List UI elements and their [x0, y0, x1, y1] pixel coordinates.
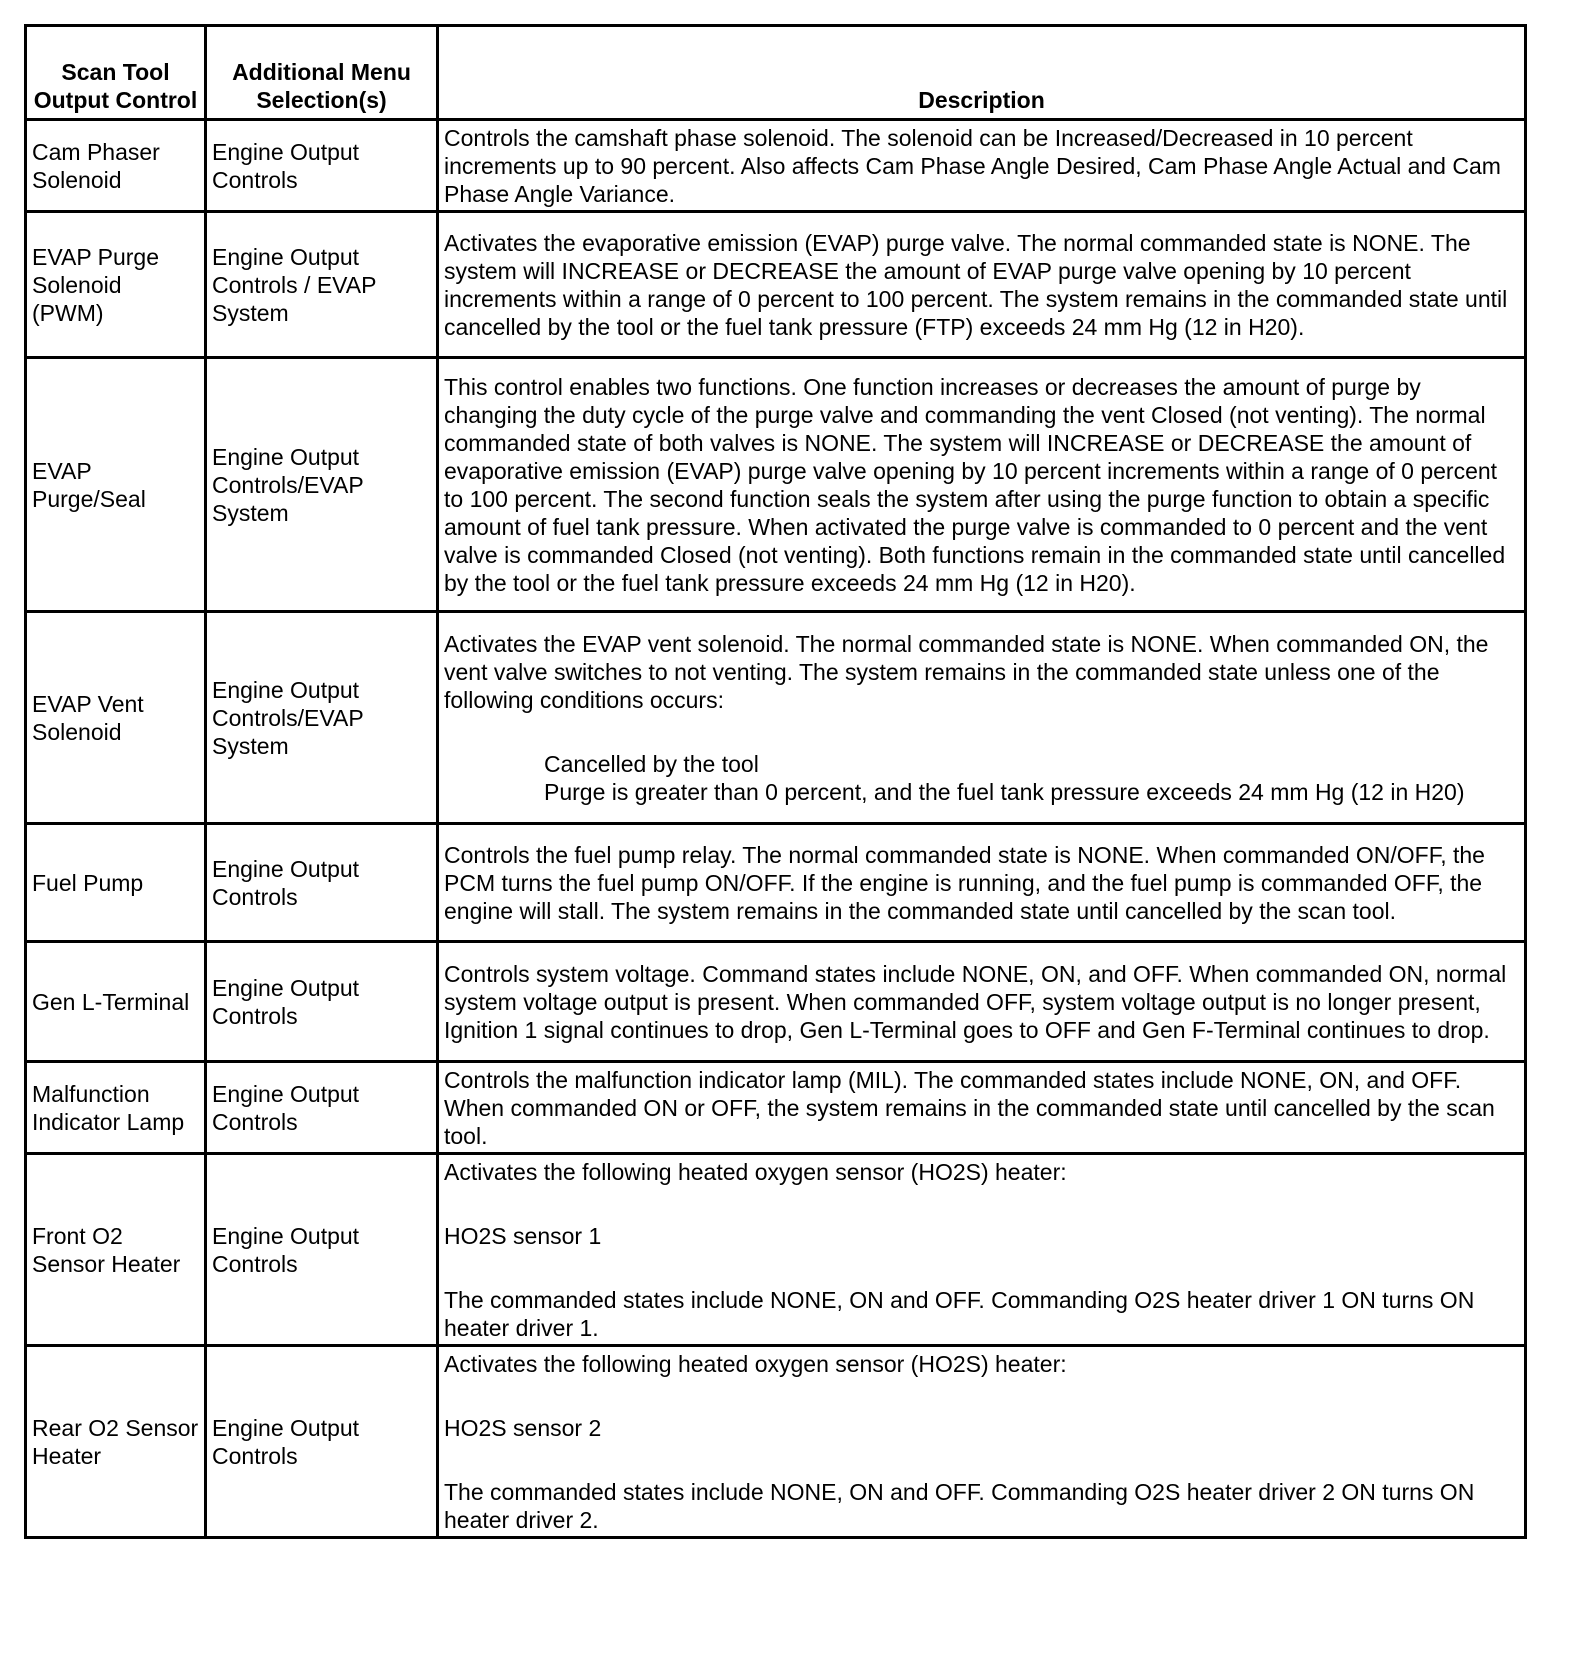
- table-row: [26, 212, 1526, 358]
- row-control: Cam Phaser Solenoid: [26, 120, 206, 212]
- header-description: Description: [438, 26, 1526, 120]
- table-header-row: [26, 26, 1526, 120]
- table-row: [26, 1062, 1526, 1154]
- sensor-label: HO2S sensor 1: [444, 1222, 602, 1249]
- row-menu: Engine Output Controls: [206, 824, 438, 942]
- description-paragraph: Controls the malfunction indicator lamp (MIL). The commanded states include NONE, ON, and OFF. When commanded ON or OFF, the system remains in the commanded state until cancelled by the scan tool.: [444, 1066, 1495, 1149]
- row-control: EVAP Purge Solenoid (PWM): [26, 212, 206, 358]
- sensor-label: HO2S sensor 2: [444, 1414, 602, 1441]
- paragraph-spacer: [444, 1250, 1519, 1286]
- row-description: [438, 120, 1526, 212]
- row-description: [438, 824, 1526, 942]
- paragraph-spacer: [444, 1442, 1519, 1478]
- description-paragraph: Activates the following heated oxygen sensor (HO2S) heater:: [444, 1158, 1067, 1185]
- description-paragraph: Activates the following heated oxygen sensor (HO2S) heater:: [444, 1350, 1067, 1377]
- table-row: [26, 824, 1526, 942]
- output-controls-table: [24, 24, 1527, 1539]
- row-menu: Engine Output Controls: [206, 120, 438, 212]
- table-row: [26, 120, 1526, 212]
- description-paragraph: The commanded states include NONE, ON and OFF. Commanding O2S heater driver 2 ON turns ON heater driver 2.: [444, 1478, 1475, 1533]
- row-control: Rear O2 Sensor Heater: [26, 1346, 206, 1538]
- description-paragraph: The commanded states include NONE, ON and OFF. Commanding O2S heater driver 1 ON turns ON heater driver 1.: [444, 1286, 1475, 1341]
- row-menu: Engine Output Controls: [206, 942, 438, 1062]
- row-description: [438, 1154, 1526, 1346]
- condition-item: Cancelled by the tool: [544, 750, 759, 777]
- paragraph-spacer: [444, 1378, 1519, 1414]
- table-row: [26, 1346, 1526, 1538]
- paragraph-spacer: [444, 1186, 1519, 1222]
- row-menu: Engine Output Controls/EVAP System: [206, 358, 438, 612]
- row-control: Malfunction Indicator Lamp: [26, 1062, 206, 1154]
- row-control: Fuel Pump: [26, 824, 206, 942]
- description-paragraph: Activates the EVAP vent solenoid. The normal commanded state is NONE. When commanded ON, the vent valve switches to not venting. The system remains in the commanded state unless one of the following conditions occurs:: [444, 630, 1489, 713]
- row-description: [438, 942, 1526, 1062]
- description-paragraph: This control enables two functions. One function increases or decreases the amount of purge by changing the duty cycle of the purge valve and commanding the vent Closed (not venting). The normal commanded state of both valves is NONE. The system will INCREASE or DECREASE the amount of evaporative emission (EVAP) purge valve opening by 10 percent increments within a range of 0 percent to 100 percent. The second function seals the system after using the purge function to obtain a specific amount of fuel tank pressure. When activated the purge valve is commanded to 0 percent and the vent valve is commanded Closed (not venting). Both functions remain in the commanded state until cancelled by the tool or the fuel tank pressure exceeds 24 mm Hg (12 in H20).: [444, 373, 1506, 596]
- row-description: [438, 1062, 1526, 1154]
- paragraph-spacer: [444, 714, 1519, 750]
- row-control: Gen L-Terminal: [26, 942, 206, 1062]
- header-scan-tool-output-control: Scan Tool Output Control: [26, 26, 206, 120]
- description-paragraph: Activates the evaporative emission (EVAP) purge valve. The normal commanded state is NONE. The system will INCREASE or DECREASE the amount of EVAP purge valve opening by 10 percent increments within a range of 0 percent to 100 percent. The system remains in the commanded state until cancelled by the tool or the fuel tank pressure (FTP) exceeds 24 mm Hg (12 in H20).: [444, 229, 1508, 340]
- row-control: Front O2 Sensor Heater: [26, 1154, 206, 1346]
- header-additional-menu-selections: Additional Menu Selection(s): [206, 26, 438, 120]
- table-row: [26, 942, 1526, 1062]
- row-control: EVAP Vent Solenoid: [26, 612, 206, 824]
- table-row: [26, 358, 1526, 612]
- row-menu: Engine Output Controls: [206, 1062, 438, 1154]
- table-row: [26, 612, 1526, 824]
- row-description: [438, 1346, 1526, 1538]
- table-row: [26, 1154, 1526, 1346]
- row-menu: Engine Output Controls/EVAP System: [206, 612, 438, 824]
- condition-item: Purge is greater than 0 percent, and the fuel tank pressure exceeds 24 mm Hg (12 in H20): [544, 778, 1465, 805]
- row-menu: Engine Output Controls / EVAP System: [206, 212, 438, 358]
- row-menu: Engine Output Controls: [206, 1154, 438, 1346]
- row-description: [438, 358, 1526, 612]
- description-paragraph: Controls the camshaft phase solenoid. The solenoid can be Increased/Decreased in 10 percent increments up to 90 percent. Also affects Cam Phase Angle Desired, Cam Phase Angle Actual and Cam Phase Angle Variance.: [444, 124, 1501, 207]
- row-description: [438, 212, 1526, 358]
- row-menu: Engine Output Controls: [206, 1346, 438, 1538]
- description-paragraph: Controls the fuel pump relay. The normal commanded state is NONE. When commanded ON/OFF, the PCM turns the fuel pump ON/OFF. If the engine is running, and the fuel pump is commanded OFF, the engine will stall. The system remains in the commanded state until cancelled by the scan tool.: [444, 841, 1485, 924]
- row-description: [438, 612, 1526, 824]
- description-paragraph: Controls system voltage. Command states include NONE, ON, and OFF. When commanded ON, normal system voltage output is present. When commanded OFF, system voltage output is no longer present, Ignition 1 signal continues to drop, Gen L-Terminal goes to OFF and Gen F-Terminal continues to drop.: [444, 960, 1507, 1043]
- row-control: EVAP Purge/Seal: [26, 358, 206, 612]
